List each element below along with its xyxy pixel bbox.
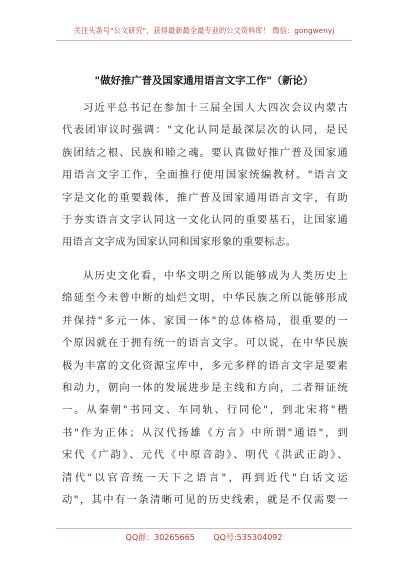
- paragraph-line: 用语言文字成为国家认同和国家形象的重要标志。: [62, 236, 297, 249]
- paragraph-line: 极为丰富的文化资源宝库中，多元多样的语言文字是要素: [62, 359, 348, 372]
- paragraph-line: 宋代《广韵》、元代《中原音韵》、明代《洪武正韵》、: [62, 449, 348, 462]
- paragraph-line: 代表团审议时强调："文化认同是最深层次的认同，是民: [62, 124, 348, 137]
- footer-contacts: [0, 532, 408, 543]
- paragraph-line: 字是文化的重要载体，推广普及国家通用语言文字，有助: [62, 191, 348, 204]
- paragraph-line: 族团结之根、民族和睦之魂。要认真做好推广普及国家通: [62, 146, 348, 159]
- header-banner: 关注头条号"公文研究"，获得最新最全最专业的公文资料库！ 微信：gongwenyj: [73, 26, 335, 35]
- paragraph-line: 清代"以官音统一天下之语言"，再到近代"白话文运: [62, 471, 348, 484]
- paragraph-1: [62, 97, 348, 254]
- paragraph-line: 于夯实语言文字认同这一文化认同的重要基石，让国家通: [62, 213, 348, 226]
- paragraph-line: 用语言文字工作，全面推行使用国家统编教材。"语言文: [62, 169, 348, 182]
- document-title: "做好推广普及国家通用语言文字工作"（新论）: [94, 75, 314, 87]
- qq-group-number: QQ群：30265665: [125, 533, 195, 542]
- header-divider: [56, 40, 352, 41]
- paragraph-line: 并保持"多元一体、家国一体"的总体格局，很重要的一: [62, 314, 348, 327]
- paragraph-2: [62, 265, 348, 511]
- paragraph-line: 个原因就在于拥有统一的语言文字。可以说，在中华民族: [62, 337, 348, 350]
- paragraph-line: 动"，其中有一条清晰可见的历史线索，就是不仅需要一: [62, 493, 348, 506]
- paragraph-line: 一。从秦朝"书同文、车同轨、行同伦"，到北宋将"楷: [62, 404, 348, 417]
- paragraph-line: 和动力，朝向一体的发展进步是主线和方向，二者辩证统: [62, 381, 348, 394]
- paragraph-line: 书"作为正体；从汉代扬雄《方言》中所谓"通语"，到: [62, 426, 348, 439]
- paragraph-line: 从历史文化看，中华文明之所以能够成为人类历史上: [83, 270, 348, 282]
- paragraph-line: 习近平总书记在参加十三届全国人大四次会议内蒙古: [83, 102, 348, 114]
- paragraph-line: 绵延至今未曾中断的灿烂文明，中华民族之所以能够形成: [62, 292, 348, 305]
- footer-divider: [56, 528, 352, 529]
- qq-account-number: QQ号:535304092: [213, 533, 283, 542]
